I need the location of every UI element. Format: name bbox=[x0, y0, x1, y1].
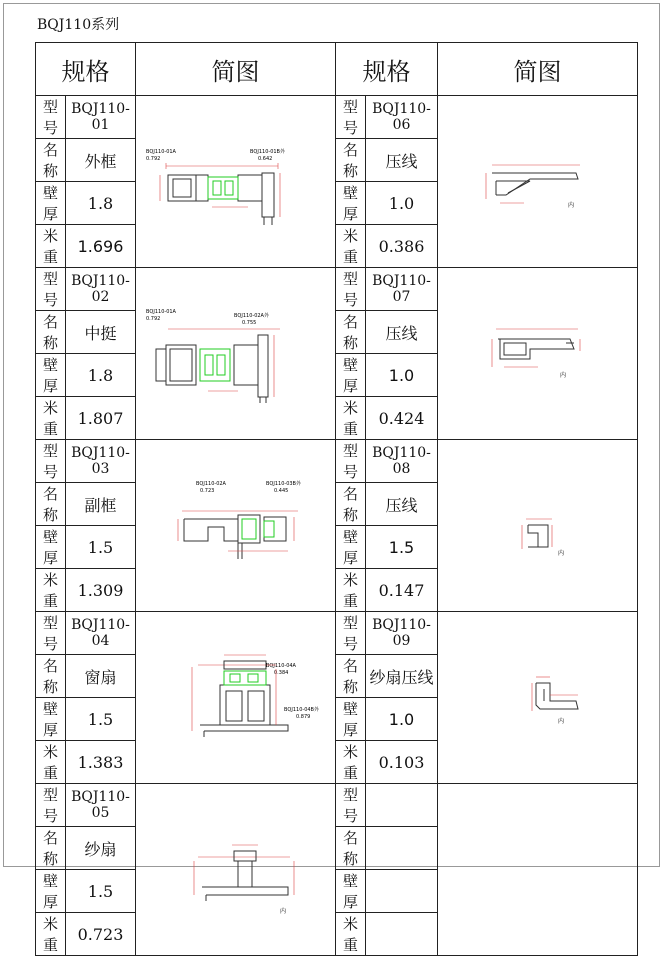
model-value: BQJ110-01 bbox=[66, 96, 136, 139]
name-value: 中挺 bbox=[66, 311, 136, 354]
series-title: BQJ110系列 bbox=[37, 17, 120, 33]
wall-value: 1.8 bbox=[66, 182, 136, 225]
profile-drawing-2 bbox=[136, 268, 336, 440]
block-5-model-row bbox=[36, 784, 638, 827]
model-label: 型号 bbox=[336, 612, 366, 655]
wall-label: 壁厚 bbox=[336, 698, 366, 741]
profile-drawing-5 bbox=[136, 784, 336, 956]
wall-value bbox=[366, 870, 438, 913]
name-label: 名称 bbox=[36, 483, 66, 526]
name-label: 名称 bbox=[336, 827, 366, 870]
weight-value: 0.723 bbox=[66, 913, 136, 956]
block-1-model-row bbox=[36, 96, 638, 139]
wall-label: 壁厚 bbox=[36, 526, 66, 569]
block-4-model-row bbox=[36, 612, 638, 655]
model-value bbox=[366, 784, 438, 827]
profile-drawing-8-svg bbox=[440, 455, 636, 597]
wall-value: 1.5 bbox=[66, 698, 136, 741]
profile-drawing-6 bbox=[438, 96, 638, 268]
block-3-model-row bbox=[36, 440, 638, 483]
block-2-model-row bbox=[36, 268, 638, 311]
model-label: 型号 bbox=[36, 612, 66, 655]
name-value: 纱扇压线 bbox=[366, 655, 438, 698]
drawing-1-tag-b: BQJ110-01B外 bbox=[249, 148, 285, 155]
weight-value: 1.383 bbox=[66, 741, 136, 784]
drawing-4-val-b: 0.879 bbox=[295, 713, 310, 720]
drawing-2-val-b: 0.755 bbox=[241, 319, 256, 326]
wall-value: 1.5 bbox=[66, 870, 136, 913]
profile-drawing-8 bbox=[438, 440, 638, 612]
name-value: 外框 bbox=[66, 139, 136, 182]
drawing-3-val-a: 0.723 bbox=[199, 487, 214, 494]
profile-drawing-1-svg bbox=[138, 111, 334, 253]
name-label: 名称 bbox=[336, 655, 366, 698]
model-value: BQJ110-09 bbox=[366, 612, 438, 655]
header-spec-left: 规格 bbox=[36, 43, 136, 96]
drawing-1-val-a: 0.792 bbox=[145, 155, 160, 162]
weight-value: 0.386 bbox=[366, 225, 438, 268]
model-value: BQJ110-06 bbox=[366, 96, 438, 139]
profile-drawing-4 bbox=[136, 612, 336, 784]
name-value: 副框 bbox=[66, 483, 136, 526]
drawing-3-tag-b: BQJ110-03B外 bbox=[265, 480, 301, 487]
profile-drawing-7 bbox=[438, 268, 638, 440]
spec-table bbox=[35, 42, 638, 956]
model-label: 型号 bbox=[336, 440, 366, 483]
weight-label: 米重 bbox=[336, 225, 366, 268]
model-value: BQJ110-07 bbox=[366, 268, 438, 311]
wall-label: 壁厚 bbox=[36, 698, 66, 741]
wall-label: 壁厚 bbox=[36, 354, 66, 397]
model-value: BQJ110-05 bbox=[66, 784, 136, 827]
wall-value: 1.0 bbox=[366, 698, 438, 741]
name-label: 名称 bbox=[336, 483, 366, 526]
drawing-3-val-b: 0.445 bbox=[273, 487, 288, 494]
name-label: 名称 bbox=[336, 139, 366, 182]
drawing-2-val-a: 0.792 bbox=[145, 315, 160, 322]
wall-label: 壁厚 bbox=[336, 182, 366, 225]
wall-label: 壁厚 bbox=[336, 870, 366, 913]
header-row bbox=[36, 43, 638, 96]
model-label: 型号 bbox=[336, 96, 366, 139]
wall-value: 1.0 bbox=[366, 182, 438, 225]
weight-label: 米重 bbox=[36, 913, 66, 956]
profile-drawing-5-svg bbox=[138, 799, 334, 941]
wall-value: 1.0 bbox=[366, 354, 438, 397]
profile-drawing-3 bbox=[136, 440, 336, 612]
name-value: 压线 bbox=[366, 483, 438, 526]
name-label: 名称 bbox=[36, 139, 66, 182]
wall-label: 壁厚 bbox=[336, 526, 366, 569]
wall-value: 1.5 bbox=[366, 526, 438, 569]
model-label: 型号 bbox=[36, 784, 66, 827]
weight-label: 米重 bbox=[336, 397, 366, 440]
weight-label: 米重 bbox=[36, 225, 66, 268]
profile-drawing-2-svg bbox=[138, 283, 334, 425]
wall-label: 壁厚 bbox=[336, 354, 366, 397]
name-value: 压线 bbox=[366, 139, 438, 182]
weight-label: 米重 bbox=[36, 569, 66, 612]
drawing-8-note: 内 bbox=[557, 549, 564, 557]
profile-drawing-9 bbox=[438, 612, 638, 784]
profile-drawing-1 bbox=[136, 96, 336, 268]
name-label: 名称 bbox=[36, 655, 66, 698]
drawing-9-note: 内 bbox=[557, 717, 564, 725]
weight-value: 1.696 bbox=[66, 225, 136, 268]
wall-value: 1.8 bbox=[66, 354, 136, 397]
weight-label: 米重 bbox=[36, 397, 66, 440]
name-value: 窗扇 bbox=[66, 655, 136, 698]
wall-value: 1.5 bbox=[66, 526, 136, 569]
name-label: 名称 bbox=[36, 311, 66, 354]
model-label: 型号 bbox=[36, 440, 66, 483]
weight-label: 米重 bbox=[36, 741, 66, 784]
header-diagram-left: 简图 bbox=[136, 43, 336, 96]
weight-value: 1.309 bbox=[66, 569, 136, 612]
drawing-4-tag-b: BQJ110-04B外 bbox=[283, 706, 319, 713]
model-label: 型号 bbox=[336, 268, 366, 311]
weight-label: 米重 bbox=[336, 569, 366, 612]
drawing-5-note: 内 bbox=[279, 907, 286, 915]
profile-drawing-empty bbox=[438, 784, 638, 956]
drawing-2-tag-b: BQJ110-02A外 bbox=[233, 312, 269, 319]
model-value: BQJ110-02 bbox=[66, 268, 136, 311]
drawing-6-note: 内 bbox=[567, 201, 574, 209]
weight-value: 0.424 bbox=[366, 397, 438, 440]
drawing-4-val-a: 0.384 bbox=[273, 669, 288, 676]
profile-drawing-7-svg bbox=[440, 283, 636, 425]
name-label: 名称 bbox=[336, 311, 366, 354]
wall-label: 壁厚 bbox=[36, 182, 66, 225]
drawing-4-tag-a: BQJ110-04A bbox=[265, 662, 296, 669]
profile-drawing-3-svg bbox=[138, 455, 334, 597]
name-value: 压线 bbox=[366, 311, 438, 354]
name-value: 纱扇 bbox=[66, 827, 136, 870]
wall-label: 壁厚 bbox=[36, 870, 66, 913]
model-value: BQJ110-08 bbox=[366, 440, 438, 483]
model-label: 型号 bbox=[36, 268, 66, 311]
profile-drawing-9-svg bbox=[440, 627, 636, 769]
drawing-2-tag-a: BQJ110-01A bbox=[145, 308, 176, 315]
weight-value: 0.103 bbox=[366, 741, 438, 784]
header-spec-right: 规格 bbox=[336, 43, 438, 96]
weight-value: 1.807 bbox=[66, 397, 136, 440]
weight-label: 米重 bbox=[336, 741, 366, 784]
drawing-7-note: 内 bbox=[559, 371, 566, 379]
drawing-3-tag-a: BQJ110-02A bbox=[195, 480, 226, 487]
weight-label: 米重 bbox=[336, 913, 366, 956]
model-value: BQJ110-04 bbox=[66, 612, 136, 655]
name-label: 名称 bbox=[36, 827, 66, 870]
drawing-1-val-b: 0.642 bbox=[257, 155, 272, 162]
profile-drawing-4-svg bbox=[138, 627, 334, 769]
weight-value: 0.147 bbox=[366, 569, 438, 612]
drawing-1-tag-a: BQJ110-01A bbox=[145, 148, 176, 155]
profile-drawing-6-svg bbox=[440, 111, 636, 253]
model-value: BQJ110-03 bbox=[66, 440, 136, 483]
model-label: 型号 bbox=[36, 96, 66, 139]
weight-value bbox=[366, 913, 438, 956]
name-value bbox=[366, 827, 438, 870]
model-label: 型号 bbox=[336, 784, 366, 827]
header-diagram-right: 简图 bbox=[438, 43, 638, 96]
